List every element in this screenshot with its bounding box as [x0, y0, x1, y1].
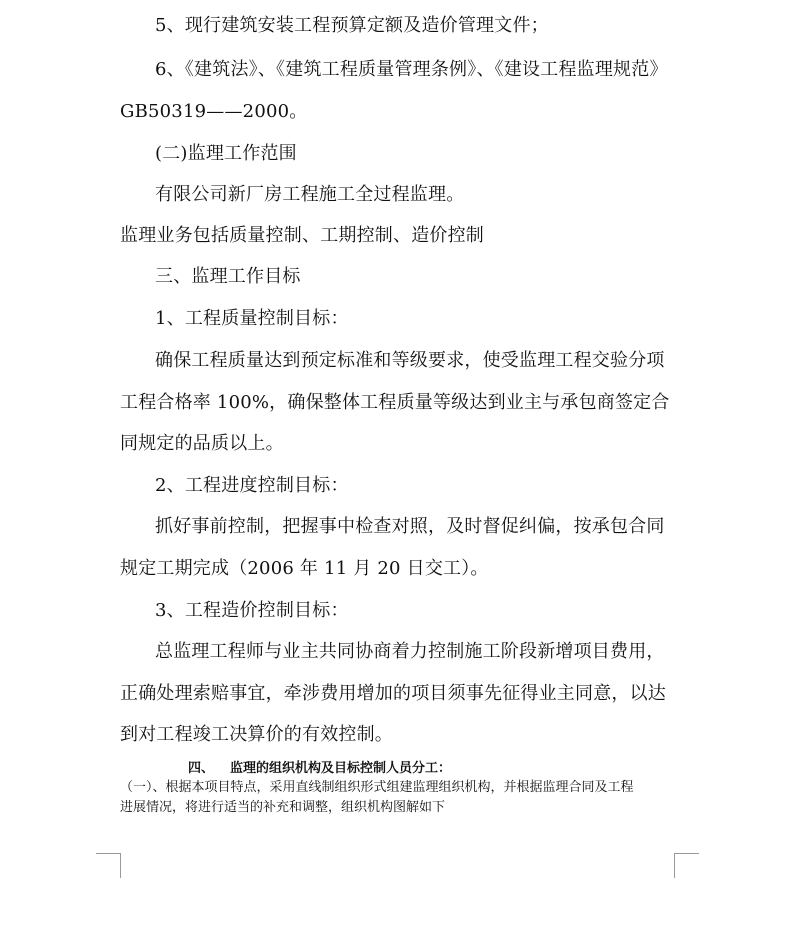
section-heading-goals: 三、监理工作目标	[155, 266, 301, 287]
text-line-10: 工程合格率 100%，确保整体工程质量等级达到业主与承包商签定合	[120, 392, 670, 413]
text-line-17: 正确处理索赔事宜，牵涉费用增加的项目须事先征得业主同意，以达	[120, 683, 666, 704]
small-text-line-1: （一）、根据本项目特点，采用直线制组织形式组建监理组织机构，并根据监理合同及工程	[120, 780, 634, 795]
text-line-14: 规定工期完成（2006 年 11 月 20 日交工）。	[120, 558, 489, 579]
page-corner-mark-left	[96, 853, 121, 878]
subheading-schedule: 2、工程进度控制目标：	[155, 475, 349, 496]
text-line-2: 6、《建筑法》、《建筑工程质量管理条例》、《建设工程监理规范》	[155, 59, 668, 80]
subheading-quality: 1、工程质量控制目标：	[155, 308, 349, 329]
text-line-11: 同规定的品质以上。	[120, 433, 284, 454]
text-line-9: 确保工程质量达到预定标准和等级要求，使受监理工程交验分项	[155, 350, 665, 371]
section-heading-organization: 监理的组织机构及目标控制人员分工：	[230, 761, 452, 776]
text-line-5: 有限公司新厂房工程施工全过程监理。	[155, 184, 465, 205]
subheading-cost: 3、工程造价控制目标：	[155, 600, 349, 621]
section-heading-organization-number: 四、	[188, 761, 215, 776]
text-line-16: 总监理工程师与业主共同协商着力控制施工阶段新增项目费用，	[155, 641, 665, 662]
text-line-6: 监理业务包括质量控制、工期控制、造价控制	[120, 225, 484, 246]
text-line-3: GB50319——2000。	[120, 101, 308, 122]
text-line-18: 到对工程竣工决算价的有效控制。	[120, 724, 393, 745]
small-text-line-2: 进展情况，将进行适当的补充和调整，组织机构图解如下	[120, 800, 446, 815]
text-line-13: 抓好事前控制，把握事中检查对照，及时督促纠偏，按承包合同	[155, 516, 665, 537]
section-heading-scope: (二)监理工作范围	[155, 143, 297, 164]
text-line-1: 5、现行建筑安装工程预算定额及造价管理文件；	[155, 15, 549, 36]
page-corner-mark-right	[674, 853, 699, 878]
